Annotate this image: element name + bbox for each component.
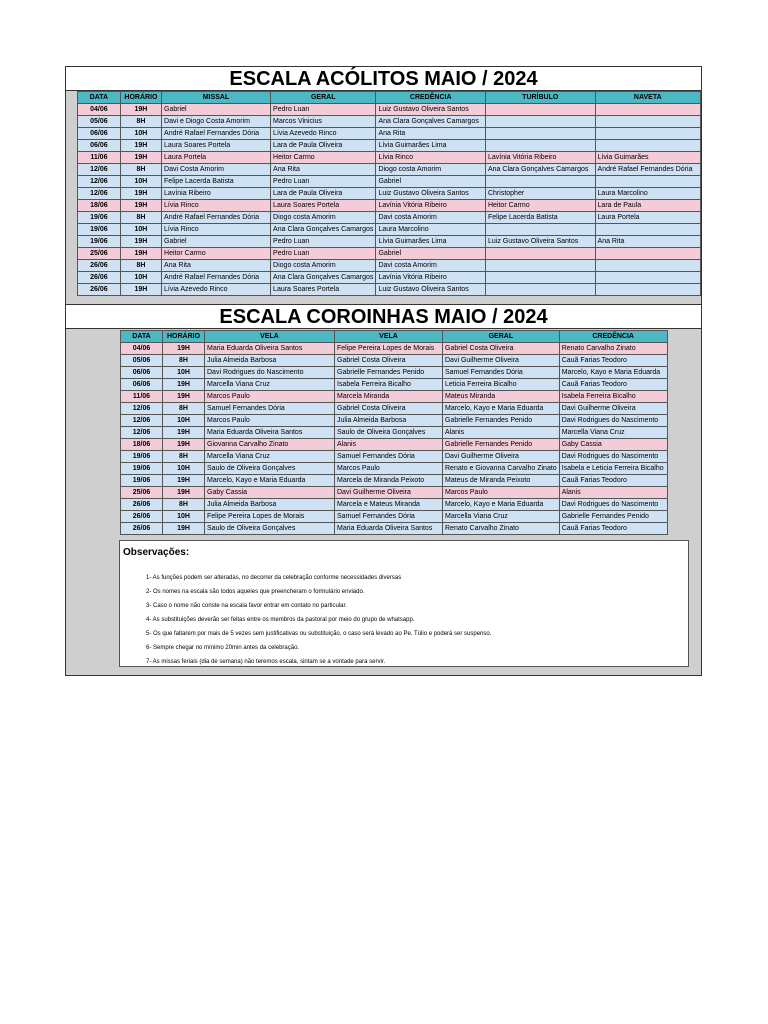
table-cell: Lívia Azevedo Rinco: [162, 284, 271, 296]
table-row: [121, 427, 668, 439]
table-row: [121, 451, 668, 463]
table-cell: Marcella Viana Cruz: [205, 451, 335, 463]
table-row: [121, 343, 668, 355]
table-cell: Marcelo, Kayo e Maria Eduarda: [205, 475, 335, 487]
table-cell: Felipe Pereira Lopes de Morais: [335, 343, 443, 355]
table-cell: Saulo de Oliveira Gonçalves: [335, 427, 443, 439]
table-cell: 8H: [163, 499, 205, 511]
table-cell: 06/06: [78, 140, 121, 152]
table-cell: Marcela Miranda: [335, 391, 443, 403]
table-cell: Maria Eduarda Oliveira Santos: [205, 427, 335, 439]
table-cell: [595, 272, 700, 284]
table-row: [121, 523, 668, 535]
table-cell: Marcela de Miranda Peixoto: [335, 475, 443, 487]
table-cell: Julia Almeida Barbosa: [205, 499, 335, 511]
table-cell: Samuel Fernandes Dória: [335, 511, 443, 523]
table-cell: [595, 140, 700, 152]
table-cell: 8H: [120, 212, 161, 224]
table-cell: 19/06: [78, 212, 121, 224]
table-cell: Laura Soares Portela: [162, 140, 271, 152]
table-cell: Marcella Viana Cruz: [205, 379, 335, 391]
table-cell: 26/06: [78, 272, 121, 284]
table-cell: [595, 116, 700, 128]
coroinhas-title: ESCALA COROINHAS MAIO / 2024: [66, 304, 701, 329]
table-cell: 10H: [120, 272, 161, 284]
table-cell: Ana Clara Gonçalves Camargos: [271, 224, 376, 236]
column-header: VELA: [205, 331, 335, 343]
table-cell: 26/06: [121, 499, 163, 511]
table-cell: 19H: [163, 439, 205, 451]
table-row: [121, 415, 668, 427]
table-cell: Alanis: [559, 487, 667, 499]
table-cell: Davi e Diogo Costa Amorim: [162, 116, 271, 128]
table-cell: Ana Rita: [271, 164, 376, 176]
table-row: [121, 355, 668, 367]
table-cell: 19H: [163, 379, 205, 391]
table-cell: Lara de Paula: [595, 200, 700, 212]
acolitos-title: ESCALA ACÓLITOS MAIO / 2024: [66, 67, 701, 91]
table-cell: Pedro Luan: [271, 104, 376, 116]
table-cell: 19/06: [121, 451, 163, 463]
table-cell: 25/06: [121, 487, 163, 499]
column-header: TURÍBULO: [485, 92, 595, 104]
table-cell: 8H: [163, 451, 205, 463]
table-cell: 19/06: [121, 475, 163, 487]
table-cell: André Rafael Fernandes Dória: [595, 164, 700, 176]
table-cell: 8H: [163, 355, 205, 367]
table-row: [78, 176, 701, 188]
table-cell: Lívia Rinco: [162, 224, 271, 236]
table-cell: Marcos Paulo: [205, 391, 335, 403]
schedule-sheet: [65, 66, 702, 676]
observations-list: [146, 571, 491, 669]
table-cell: Isabela e Leticia Ferreira Bicalho: [559, 463, 667, 475]
table-cell: Gaby Cassia: [559, 439, 667, 451]
table-row: [78, 284, 701, 296]
table-cell: Marcos Paulo: [335, 463, 443, 475]
table-cell: 05/06: [121, 355, 163, 367]
table-cell: Saulo de Oliveira Gonçalves: [205, 523, 335, 535]
table-cell: Gaby Cassia: [205, 487, 335, 499]
observation-item: 6- Sempre chegar no mínimo 20min antes da celebração.: [146, 645, 300, 651]
table-cell: Gabriel: [376, 176, 486, 188]
acolitos-header-row: [78, 92, 701, 104]
observation-item: 5- Os que faltarem por mais de 5 vezes sem justificativas ou substituição, o caso será levado ao Pe. Túlio e poderá ser suspenso.: [146, 631, 492, 637]
table-cell: [595, 224, 700, 236]
table-cell: Heitor Carmo: [162, 248, 271, 260]
table-cell: Diogo costa Amorim: [271, 212, 376, 224]
table-cell: Lara de Paula Oliveira: [271, 140, 376, 152]
table-row: [78, 272, 701, 284]
table-cell: Gabriel: [376, 248, 486, 260]
table-cell: 10H: [163, 367, 205, 379]
table-cell: Lara de Paula Oliveira: [271, 188, 376, 200]
table-cell: 12/06: [78, 188, 121, 200]
column-header: CREDÊNCIA: [559, 331, 667, 343]
table-row: [121, 511, 668, 523]
table-row: [78, 104, 701, 116]
table-cell: 12/06: [121, 403, 163, 415]
table-cell: Davi costa Amorim: [376, 212, 486, 224]
table-row: [121, 499, 668, 511]
table-cell: 19H: [163, 487, 205, 499]
table-cell: Davi Rodrigues do Nascimento: [559, 451, 667, 463]
table-cell: Mateus Miranda: [443, 391, 560, 403]
table-cell: Gabriel Costa Oliveira: [335, 403, 443, 415]
table-cell: 06/06: [121, 379, 163, 391]
table-cell: 19H: [163, 523, 205, 535]
observations-title: Observações:: [123, 547, 190, 558]
table-cell: Gabrielle Fernandes Penido: [335, 367, 443, 379]
table-cell: 19H: [120, 140, 161, 152]
table-cell: [595, 284, 700, 296]
table-row: [78, 224, 701, 236]
table-cell: 10H: [163, 463, 205, 475]
table-cell: Gabrielle Fernandes Penido: [443, 439, 560, 451]
table-cell: 04/06: [121, 343, 163, 355]
table-cell: Cauã Farias Teodoro: [559, 355, 667, 367]
column-header: GERAL: [443, 331, 560, 343]
table-cell: Luiz Gustavo Oliveira Santos: [485, 236, 595, 248]
column-header: HORÁRIO: [163, 331, 205, 343]
table-cell: Isabela Ferreira Bicalho: [335, 379, 443, 391]
table-cell: 19H: [120, 236, 161, 248]
table-cell: Marcella Viana Cruz: [443, 511, 560, 523]
table-cell: [485, 176, 595, 188]
table-cell: Marcos Vinicius: [271, 116, 376, 128]
table-cell: [485, 128, 595, 140]
table-cell: Renato e Giovanna Carvalho Zinato: [443, 463, 560, 475]
column-header: MISSAL: [162, 92, 271, 104]
table-cell: 19H: [120, 104, 161, 116]
observation-item: 4- As substituições deverão ser feitas entre os membros da pastoral por meio do grupo de whatsapp.: [146, 617, 415, 623]
table-cell: Lívia Rinco: [376, 152, 486, 164]
table-cell: 19H: [120, 152, 161, 164]
table-cell: Luiz Gustavo Oliveira Santos: [376, 284, 486, 296]
table-cell: 19/06: [78, 236, 121, 248]
table-cell: 11/06: [78, 152, 121, 164]
table-cell: Ana Clara Gonçalves Camargos: [271, 272, 376, 284]
table-cell: Ana Clara Gonçalves Camargos: [485, 164, 595, 176]
observations-box: [119, 540, 689, 667]
table-cell: 06/06: [121, 367, 163, 379]
column-header: DATA: [78, 92, 121, 104]
table-cell: [485, 284, 595, 296]
table-row: [78, 152, 701, 164]
table-cell: Gabriel Costa Oliveira: [443, 343, 560, 355]
table-cell: Davi Guilherme Oliveira: [443, 451, 560, 463]
table-cell: 11/06: [121, 391, 163, 403]
table-cell: 19H: [120, 284, 161, 296]
table-cell: 06/06: [78, 128, 121, 140]
table-cell: 8H: [120, 260, 161, 272]
table-cell: Gabriel Costa Oliveira: [335, 355, 443, 367]
table-cell: 10H: [120, 128, 161, 140]
table-cell: 19/06: [121, 463, 163, 475]
table-cell: Davi Rodrigues do Nascimento: [559, 415, 667, 427]
table-cell: Lívia Azevedo Rinco: [271, 128, 376, 140]
coroinhas-table: [120, 330, 668, 535]
table-cell: Marcos Paulo: [205, 415, 335, 427]
table-cell: Leticia Ferreira Bicalho: [443, 379, 560, 391]
table-cell: Marcos Paulo: [443, 487, 560, 499]
table-cell: [485, 224, 595, 236]
table-cell: 18/06: [78, 200, 121, 212]
table-cell: [595, 128, 700, 140]
table-cell: 05/06: [78, 116, 121, 128]
table-row: [121, 487, 668, 499]
table-cell: [485, 116, 595, 128]
table-cell: [485, 140, 595, 152]
table-row: [121, 439, 668, 451]
table-cell: Ana Rita: [595, 236, 700, 248]
table-cell: 26/06: [121, 511, 163, 523]
table-cell: Marcelo, Kayo e Maria Eduarda: [443, 499, 560, 511]
table-cell: Cauã Farias Teodoro: [559, 475, 667, 487]
table-cell: [595, 176, 700, 188]
table-cell: Lívia Guimarães Lima: [376, 140, 486, 152]
table-cell: Luiz Gustavo Oliveira Santos: [376, 104, 486, 116]
table-cell: 19/06: [78, 224, 121, 236]
table-cell: Ana Clara Gonçalves Camargos: [376, 116, 486, 128]
column-header: DATA: [121, 331, 163, 343]
column-header: VELA: [335, 331, 443, 343]
table-cell: Heitor Carmo: [271, 152, 376, 164]
table-cell: Cauã Farias Teodoro: [559, 523, 667, 535]
column-header: GERAL: [271, 92, 376, 104]
table-cell: [595, 260, 700, 272]
table-cell: 19H: [163, 475, 205, 487]
observation-item: 1- As funções podem ser alteradas, no decorrer da celebração conforme necessidades diversas: [146, 575, 402, 581]
table-row: [121, 379, 668, 391]
table-cell: Davi Rodrigues do Nascimento: [559, 499, 667, 511]
table-cell: 26/06: [121, 523, 163, 535]
table-cell: [485, 260, 595, 272]
table-cell: Renato Carvalho Zinato: [559, 343, 667, 355]
table-cell: Laura Soares Portela: [271, 284, 376, 296]
table-cell: Samuel Fernandes Dória: [335, 451, 443, 463]
table-cell: 26/06: [78, 284, 121, 296]
table-cell: 18/06: [121, 439, 163, 451]
table-cell: [595, 248, 700, 260]
table-cell: Lívia Guimarães: [595, 152, 700, 164]
table-row: [78, 212, 701, 224]
table-row: [78, 248, 701, 260]
table-cell: 04/06: [78, 104, 121, 116]
table-cell: Alanis: [335, 439, 443, 451]
column-header: CREDÊNCIA: [376, 92, 486, 104]
table-cell: Lavínia Vitória Ribeiro: [485, 152, 595, 164]
table-cell: Davi Guilherme Oliveira: [559, 403, 667, 415]
observation-item: 2- Os nomes na escala são todos aqueles que preencheram o formulário enviado.: [146, 589, 365, 595]
table-row: [78, 260, 701, 272]
table-cell: 8H: [120, 116, 161, 128]
table-cell: Mateus de Miranda Peixoto: [443, 475, 560, 487]
table-row: [78, 116, 701, 128]
table-cell: [485, 248, 595, 260]
table-row: [121, 367, 668, 379]
table-cell: Julia Almeida Barbosa: [335, 415, 443, 427]
table-cell: 25/06: [78, 248, 121, 260]
acolitos-table: [77, 91, 701, 296]
table-cell: Cauã Farias Teodoro: [559, 379, 667, 391]
table-cell: 19H: [120, 200, 161, 212]
table-cell: Samuel Fernandes Dória: [205, 403, 335, 415]
table-cell: Maria Eduarda Oliveira Santos: [335, 523, 443, 535]
table-cell: Maria Eduarda Oliveira Santos: [205, 343, 335, 355]
table-cell: 12/06: [78, 176, 121, 188]
table-row: [78, 236, 701, 248]
table-cell: Pedro Luan: [271, 176, 376, 188]
table-cell: Gabriel: [162, 236, 271, 248]
table-cell: Laura Portela: [595, 212, 700, 224]
table-cell: Felipe Lacerda Batista: [162, 176, 271, 188]
column-header: HORÁRIO: [120, 92, 161, 104]
table-cell: 19H: [163, 427, 205, 439]
table-row: [121, 391, 668, 403]
table-cell: Gabrielle Fernandes Penido: [559, 511, 667, 523]
table-cell: [485, 104, 595, 116]
table-cell: Davi Rodrigues do Nascimento: [205, 367, 335, 379]
table-cell: 19H: [163, 343, 205, 355]
table-row: [78, 128, 701, 140]
table-row: [78, 140, 701, 152]
table-cell: Davi costa Amorim: [376, 260, 486, 272]
table-cell: Christopher: [485, 188, 595, 200]
coroinhas-header-row: [121, 331, 668, 343]
table-cell: 10H: [163, 415, 205, 427]
table-row: [78, 164, 701, 176]
table-cell: Lavínia Vitória Ribeiro: [376, 272, 486, 284]
table-cell: Renato Carvalho Zinato: [443, 523, 560, 535]
table-cell: Lavínia Ribeiro: [162, 188, 271, 200]
observation-item: 3- Caso o nome não conste na escala favor entrar em contato no particular.: [146, 603, 347, 609]
table-cell: Marcela e Mateus Miranda: [335, 499, 443, 511]
table-cell: Diogo costa Amorim: [376, 164, 486, 176]
table-cell: 19H: [163, 391, 205, 403]
table-cell: 12/06: [78, 164, 121, 176]
table-cell: Ana Rita: [376, 128, 486, 140]
table-cell: Felipe Lacerda Batista: [485, 212, 595, 224]
table-cell: Marcelo, Kayo e Maria Eduarda: [559, 367, 667, 379]
table-cell: 10H: [120, 224, 161, 236]
table-cell: Isabela Ferreira Bicalho: [559, 391, 667, 403]
table-cell: Gabrielle Fernandes Penido: [443, 415, 560, 427]
table-cell: 19H: [120, 188, 161, 200]
table-cell: Laura Marcolino: [376, 224, 486, 236]
table-cell: Davi Costa Amorim: [162, 164, 271, 176]
table-cell: Luiz Gustavo Oliveira Santos: [376, 188, 486, 200]
column-header: NAVETA: [595, 92, 700, 104]
observation-item: 7- As missas feriais (dia de semana) não teremos escala, sintam se a vontade para servir.: [146, 659, 386, 665]
table-cell: Lívia Guimarães Lima: [376, 236, 486, 248]
table-row: [78, 200, 701, 212]
table-cell: Alanis: [443, 427, 560, 439]
table-cell: 10H: [120, 176, 161, 188]
table-cell: Laura Portela: [162, 152, 271, 164]
table-row: [78, 188, 701, 200]
table-cell: Heitor Carmo: [485, 200, 595, 212]
table-cell: Laura Marcolino: [595, 188, 700, 200]
table-cell: Diogo costa Amorim: [271, 260, 376, 272]
table-cell: 8H: [163, 403, 205, 415]
table-cell: Pedro Luan: [271, 248, 376, 260]
table-cell: Ana Rita: [162, 260, 271, 272]
table-cell: 26/06: [78, 260, 121, 272]
table-cell: [485, 272, 595, 284]
table-cell: Giovanna Carvalho Zinato: [205, 439, 335, 451]
table-cell: Davi Guilherme Oliveira: [443, 355, 560, 367]
table-cell: Lavínia Vitória Ribeiro: [376, 200, 486, 212]
table-cell: Julia Almeida Barbosa: [205, 355, 335, 367]
table-cell: Felipe Pereira Lopes de Morais: [205, 511, 335, 523]
table-cell: André Rafael Fernandes Dória: [162, 212, 271, 224]
table-cell: Lívia Rinco: [162, 200, 271, 212]
table-cell: Davi Guilherme Oliveira: [335, 487, 443, 499]
table-cell: André Rafael Fernandes Dória: [162, 272, 271, 284]
table-cell: 12/06: [121, 415, 163, 427]
table-cell: [595, 104, 700, 116]
table-cell: Marcelo, Kayo e Maria Eduarda: [443, 403, 560, 415]
table-row: [121, 403, 668, 415]
table-cell: 10H: [163, 511, 205, 523]
table-cell: Gabriel: [162, 104, 271, 116]
table-cell: Marcella Viana Cruz: [559, 427, 667, 439]
table-cell: Saulo de Oliveira Gonçalves: [205, 463, 335, 475]
table-cell: Samuel Fernandes Dória: [443, 367, 560, 379]
table-cell: Pedro Luan: [271, 236, 376, 248]
table-cell: 8H: [120, 164, 161, 176]
table-row: [121, 463, 668, 475]
table-cell: 12/06: [121, 427, 163, 439]
table-row: [121, 475, 668, 487]
table-cell: Laura Soares Portela: [271, 200, 376, 212]
table-cell: André Rafael Fernandes Dória: [162, 128, 271, 140]
table-cell: 19H: [120, 248, 161, 260]
